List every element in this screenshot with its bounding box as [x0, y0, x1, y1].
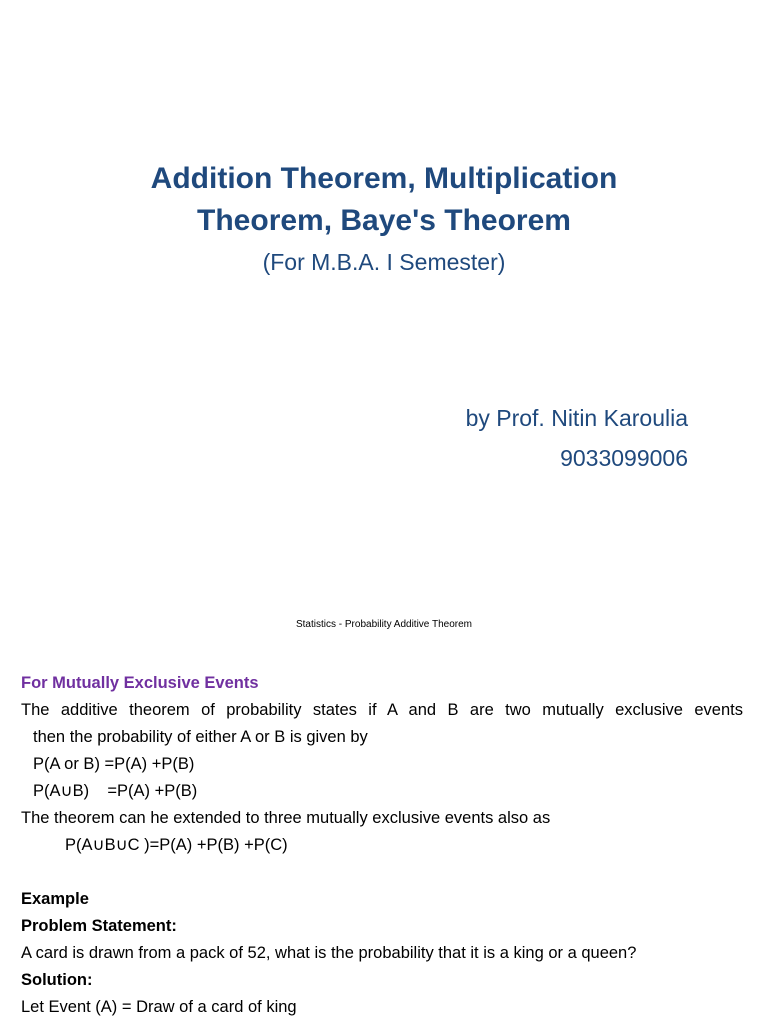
slide-subtitle: (For M.B.A. I Semester) — [262, 249, 506, 275]
author-block — [466, 398, 688, 478]
formula-3: P(A∪B∪C )=P(A) +P(B) +P(C) — [65, 836, 288, 854]
paragraph-line: The additive theorem of probability states if A and B are two mutually exclusive events — [21, 701, 743, 719]
spacer — [21, 859, 743, 886]
slide-header: Statistics - Probability Additive Theorem — [295, 619, 472, 630]
example-label: Example — [21, 890, 89, 908]
title-line-2: Theorem, Baye's Theorem — [197, 204, 571, 237]
formula-1: P(A or B) =P(A) +P(B) — [33, 755, 195, 773]
formula-2: P(A∪B) =P(A) +P(B) — [33, 782, 198, 800]
author-phone: 9033099006 — [560, 445, 688, 471]
title-line-1: Addition Theorem, Multiplication — [150, 162, 618, 195]
paragraph-line: then the probability of either A or B is given by — [33, 728, 368, 746]
problem-text: A card is drawn from a pack of 52, what is the probability that it is a king or a queen? — [21, 944, 637, 962]
slide-content — [21, 670, 743, 1021]
problem-label: Problem Statement: — [21, 917, 177, 935]
slide-title — [84, 158, 684, 242]
section-heading: For Mutually Exclusive Events — [21, 674, 259, 692]
author-name: by Prof. Nitin Karoulia — [465, 405, 688, 431]
paragraph-line: The theorem can he extended to three mutually exclusive events also as — [21, 809, 551, 827]
solution-line: Let Event (A) = Draw of a card of king — [21, 998, 297, 1016]
solution-label: Solution: — [21, 971, 93, 989]
